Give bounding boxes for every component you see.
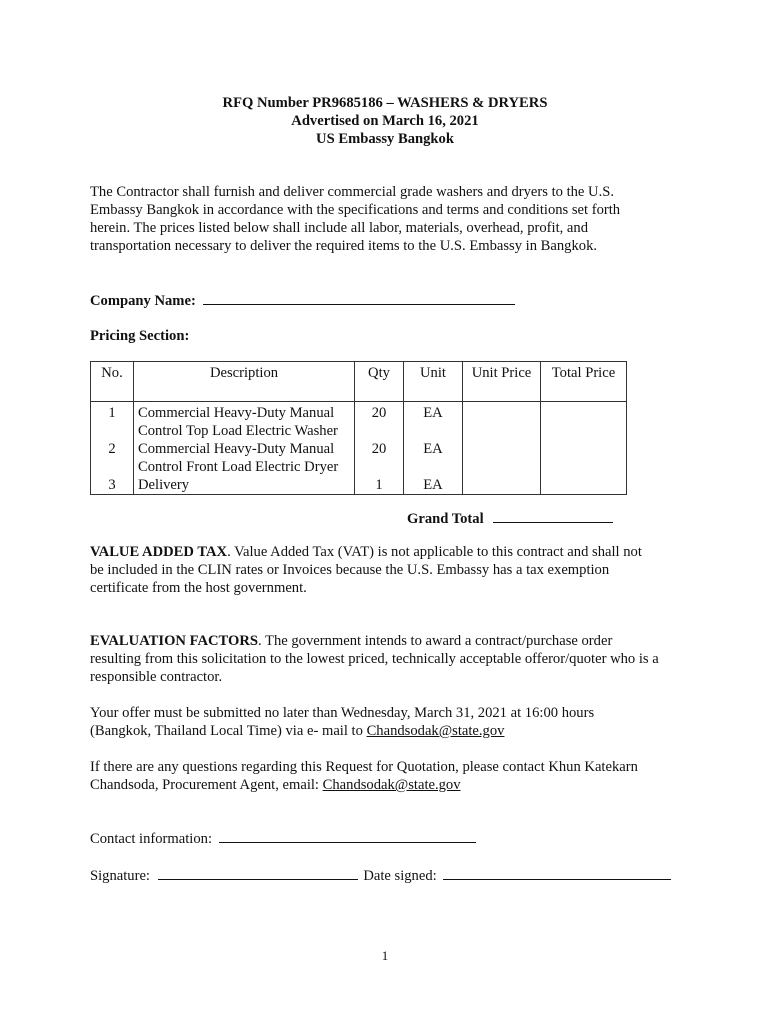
row-number: 2 [91, 440, 134, 476]
table-header-row [91, 362, 627, 402]
advertised-date: Advertised on March 16, 2021 [291, 113, 479, 129]
row-unit: EA [404, 440, 463, 476]
column-header-total-price: Total Price [541, 362, 627, 402]
pricing-section-label: Pricing Section: [90, 328, 190, 344]
table-row [91, 440, 627, 476]
contact-info-label: Contact information: [90, 831, 212, 847]
column-header-qty: Qty [355, 362, 404, 402]
intro-line: Embassy Bangkok in accordance with the specifications and terms and conditions set forth [90, 202, 621, 218]
row-unit-price-field[interactable] [463, 402, 541, 441]
column-header-no: No. [91, 362, 134, 402]
company-name-row [90, 290, 515, 308]
vat-title: VALUE ADDED TAX [90, 544, 228, 560]
offer-line: Your offer must be submitted no later than Wednesday, March 31, 2021 at 16:00 hours [90, 705, 595, 721]
intro-line: transportation necessary to deliver the required items to the U.S. Embassy in Bangkok. [90, 238, 598, 254]
grand-total-label: Grand Total [407, 511, 484, 527]
evaluation-paragraph [90, 632, 730, 686]
date-signed-field[interactable] [443, 865, 671, 880]
vat-line [90, 543, 730, 561]
row-total-price-field[interactable] [541, 440, 627, 476]
row-unit-price-field[interactable] [463, 440, 541, 476]
table-row [91, 476, 627, 495]
column-header-unit-price: Unit Price [463, 362, 541, 402]
questions-line: If there are any questions regarding this Request for Quotation, please contact Khun Katekarn [90, 759, 638, 775]
signature-row [90, 865, 671, 883]
pricing-table [90, 361, 627, 495]
eval-line [90, 632, 730, 650]
column-header-description: Description [134, 362, 355, 402]
vat-line: certificate from the host government. [90, 580, 307, 596]
date-signed-label: Date signed: [363, 868, 437, 884]
company-name-field[interactable] [203, 290, 515, 305]
offer-paragraph [90, 704, 730, 740]
intro-paragraph [90, 183, 690, 255]
eval-text: . The government intends to award a contract/purchase order [258, 633, 613, 649]
row-number: 1 [91, 402, 134, 441]
offer-line [90, 722, 730, 740]
eval-title: EVALUATION FACTORS [90, 633, 258, 649]
contact-info-field[interactable] [219, 828, 476, 843]
page-number: 1 [381, 948, 389, 963]
offer-text: (Bangkok, Thailand Local Time) via e- mail to [90, 723, 367, 739]
row-number: 3 [91, 476, 134, 495]
questions-line [90, 776, 730, 794]
vat-paragraph [90, 543, 730, 597]
row-qty: 20 [355, 440, 404, 476]
description-line: Control Top Load Electric Washer [138, 423, 338, 439]
table-row [91, 402, 627, 441]
embassy-name: US Embassy Bangkok [316, 131, 454, 147]
intro-line: The Contractor shall furnish and deliver commercial grade washers and dryers to the U.S. [90, 184, 614, 200]
description-line: Commercial Heavy-Duty Manual [138, 441, 335, 457]
row-qty: 1 [355, 476, 404, 495]
row-description [134, 440, 355, 476]
document-header [0, 94, 770, 148]
vat-line: be included in the CLIN rates or Invoices because the U.S. Embassy has a tax exemption [90, 562, 610, 578]
signature-label: Signature: [90, 868, 150, 884]
email-link[interactable]: Chandsodak@state.gov [366, 723, 505, 739]
signature-field[interactable] [158, 865, 358, 880]
contact-info-row [90, 828, 476, 846]
rfq-title: RFQ Number PR9685186 – WASHERS & DRYERS [222, 95, 548, 111]
row-unit: EA [404, 402, 463, 441]
eval-line: responsible contractor. [90, 669, 223, 685]
column-header-unit: Unit [404, 362, 463, 402]
row-description: Delivery [134, 476, 355, 495]
intro-line: herein. The prices listed below shall include all labor, materials, overhead, profit, and [90, 220, 589, 236]
grand-total-field[interactable] [493, 508, 613, 523]
vat-text: . Value Added Tax (VAT) is not applicable to this contract and shall not [227, 544, 642, 560]
row-description [134, 402, 355, 441]
eval-line: resulting from this solicitation to the lowest priced, technically acceptable offeror/quoter who is a [90, 651, 659, 667]
email-link[interactable]: Chandsodak@state.gov [322, 777, 461, 793]
row-qty: 20 [355, 402, 404, 441]
company-name-label: Company Name: [90, 293, 196, 309]
description-line: Commercial Heavy-Duty Manual [138, 405, 335, 421]
grand-total-row [407, 508, 613, 526]
row-unit-price-field[interactable] [463, 476, 541, 495]
description-line: Control Front Load Electric Dryer [138, 459, 339, 475]
row-total-price-field[interactable] [541, 476, 627, 495]
row-unit: EA [404, 476, 463, 495]
row-total-price-field[interactable] [541, 402, 627, 441]
questions-paragraph [90, 758, 730, 794]
questions-text: Chandsoda, Procurement Agent, email: [90, 777, 323, 793]
